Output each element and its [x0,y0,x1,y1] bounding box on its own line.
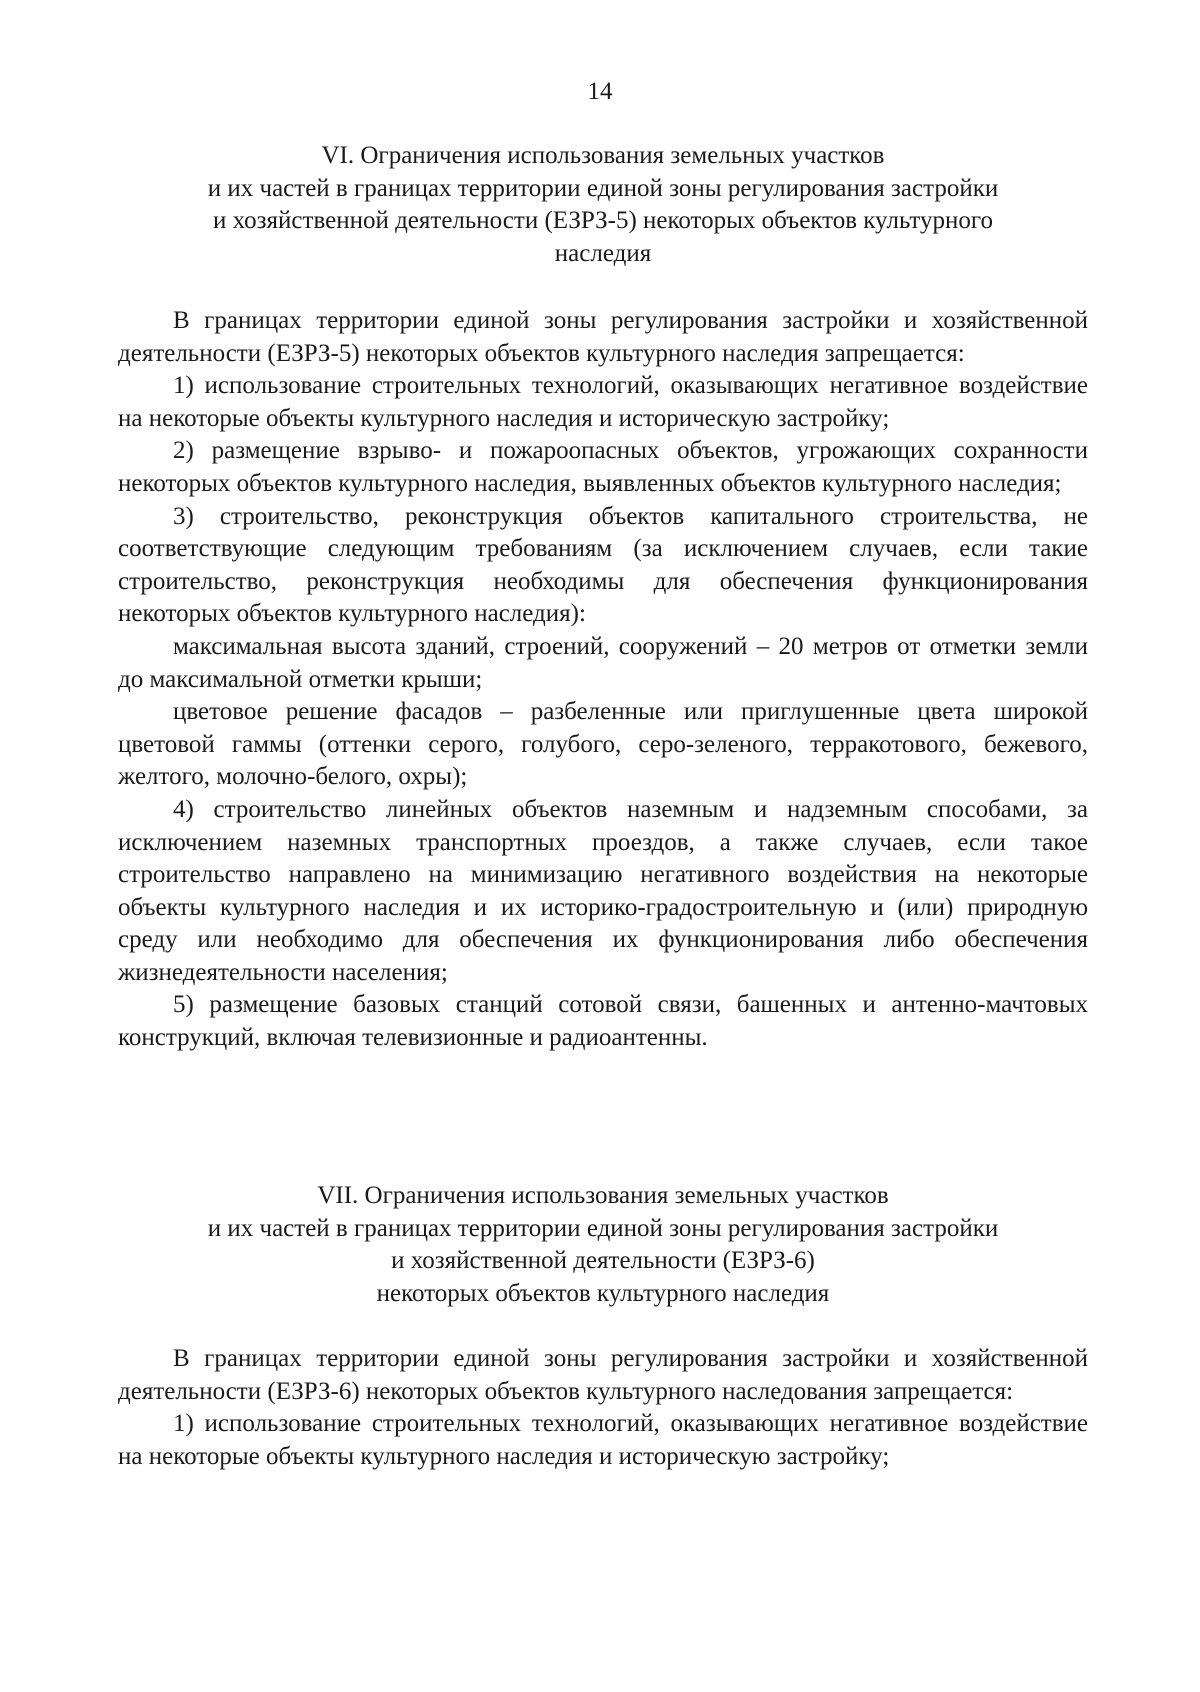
section-6-item-5: 5) размещение базовых станций сотовой связи, башенных и антенно-мачтовых конструкций, включая телевизионные и радиоантенны. [118,991,1088,1052]
section-6-item-3: 3) строительство, реконструкция объектов капитального строительства, не соответствующие следующим требованиям (за исключением случаев, если такие строительство, реконструкция необходимы для обеспечения функционирования некоторых объектов культурного наследия): [118,502,1088,628]
section-6-heading-line: наследия [554,239,652,267]
section-7-heading-line: некоторых объектов культурного наследия [376,1279,830,1307]
section-7-heading-line: и хозяйственной деятельности (ЕЗРЗ-6) [391,1247,815,1275]
section-6-intro-paragraph: В границах территории единой зоны регулирования застройки и хозяйственной деятельности (ЕЗРЗ-5) некоторых объектов культурного наследия запрещается: [118,307,1088,367]
section-6-item-3-color-requirement: цветовое решение фасадов – разбеленные или приглушенные цвета широкой цветовой гаммы (оттенки серого, голубого, серо-зеленого, терракотового, бежевого, желтого, молочно-белого, охры); [118,698,1088,791]
section-6-item-1: 1) использование строительных технологий, оказывающих негативное воздействие на некоторые объекты культурного наследия и историческую застройку; [118,372,1088,432]
section-6-body [118,305,1088,1055]
section-6-item-2: 2) размещение взрыво- и пожароопасных объектов, угрожающих сохранности некоторых объектов культурного наследия, выявленных объектов культурного наследия; [118,437,1088,497]
section-7-body [118,1343,1088,1473]
section-7-heading-line: и их частей в границах территории единой зоны регулирования застройки [207,1214,999,1242]
section-6-heading-line: и хозяйственной деятельности (ЕЗРЗ-5) некоторых объектов культурного [213,207,993,235]
page-number: 14 [587,78,613,105]
section-7-item-1: 1) использование строительных технологий, оказывающих негативное воздействие на некоторые объекты культурного наследия и историческую застройку; [118,1410,1088,1470]
section-7-intro-paragraph: В границах территории единой зоны регулирования застройки и хозяйственной деятельности (ЕЗРЗ-6) некоторых объектов культурного наследования запрещается: [118,1345,1088,1405]
section-7-heading-line: VII. Ограничения использования земельных участков [317,1182,889,1209]
section-6-item-4: 4) строительство линейных объектов наземным и надземным способами, за исключением наземных транспортных проездов, а также случаев, если такое строительство направлено на минимизацию негативного воздействия на некоторые объекты культурного наследия и их историко-градостроительную и (или) природную среду или необходимо для обеспечения их функционирования либо обеспечения жизнедеятельности населения; [118,795,1088,986]
section-6-heading [118,140,1088,270]
section-7-heading [118,1180,1088,1310]
section-6-item-3-height-requirement: максимальная высота зданий, строений, сооружений – 20 метров от отметки земли до максимальной отметки крыши; [118,632,1088,693]
section-6-heading-line: и их частей в границах территории единой зоны регулирования застройки [207,174,999,202]
section-6-heading-line: VI. Ограничения использования земельных участков [321,142,885,169]
